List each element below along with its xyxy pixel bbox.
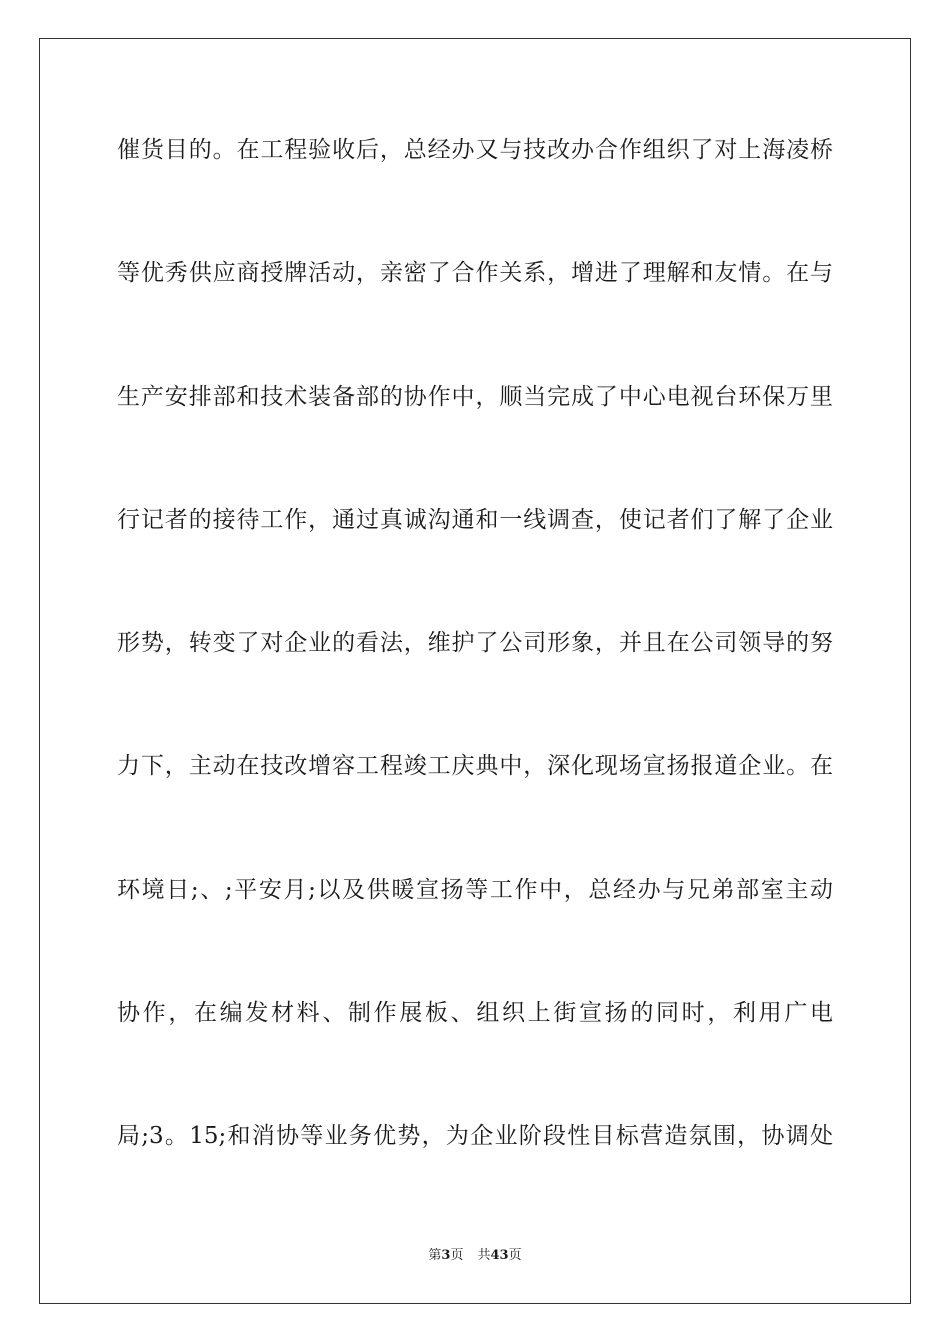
text-line-9: 局;3。15;和消协等业务优势，为企业阶段性目标营造氛围，协调处 — [117, 1123, 833, 1150]
page-number: 3 — [441, 1248, 451, 1263]
total-suffix: 页 — [508, 1248, 522, 1263]
text-line-3: 生产安排部和技术装备部的协作中，顺当完成了中心电视台环保万里 — [117, 383, 833, 410]
page-suffix: 页 — [450, 1248, 464, 1263]
text-line-1: 催货目的。在工程验收后，总经办又与技改办合作组织了对上海凌桥 — [117, 137, 833, 163]
page-footer — [0, 1247, 950, 1265]
text-line-4: 行记者的接待工作，通过真诚沟通和一线调查，使记者们了解了企业 — [117, 506, 833, 533]
text-line-5: 形势，转变了对企业的看法，维护了公司形象，并且在公司领导的努 — [117, 630, 833, 657]
text-line-2: 等优秀供应商授牌活动，亲密了合作关系，增进了理解和友情。在与 — [117, 260, 833, 287]
total-prefix: 共 — [477, 1248, 491, 1263]
text-line-7: 环境日;、;平安月;以及供暖宣扬等工作中，总经办与兄弟部室主动 — [117, 876, 833, 903]
text-line-6: 力下，主动在技改增容工程竣工庆典中，深化现场宣扬报道企业。在 — [117, 753, 833, 780]
text-line-8: 协作，在编发材料、制作展板、组织上街宣扬的同时，利用广电 — [117, 1000, 833, 1027]
total-pages: 43 — [490, 1248, 509, 1263]
document-body — [117, 126, 833, 1236]
page-prefix: 第 — [428, 1248, 442, 1263]
